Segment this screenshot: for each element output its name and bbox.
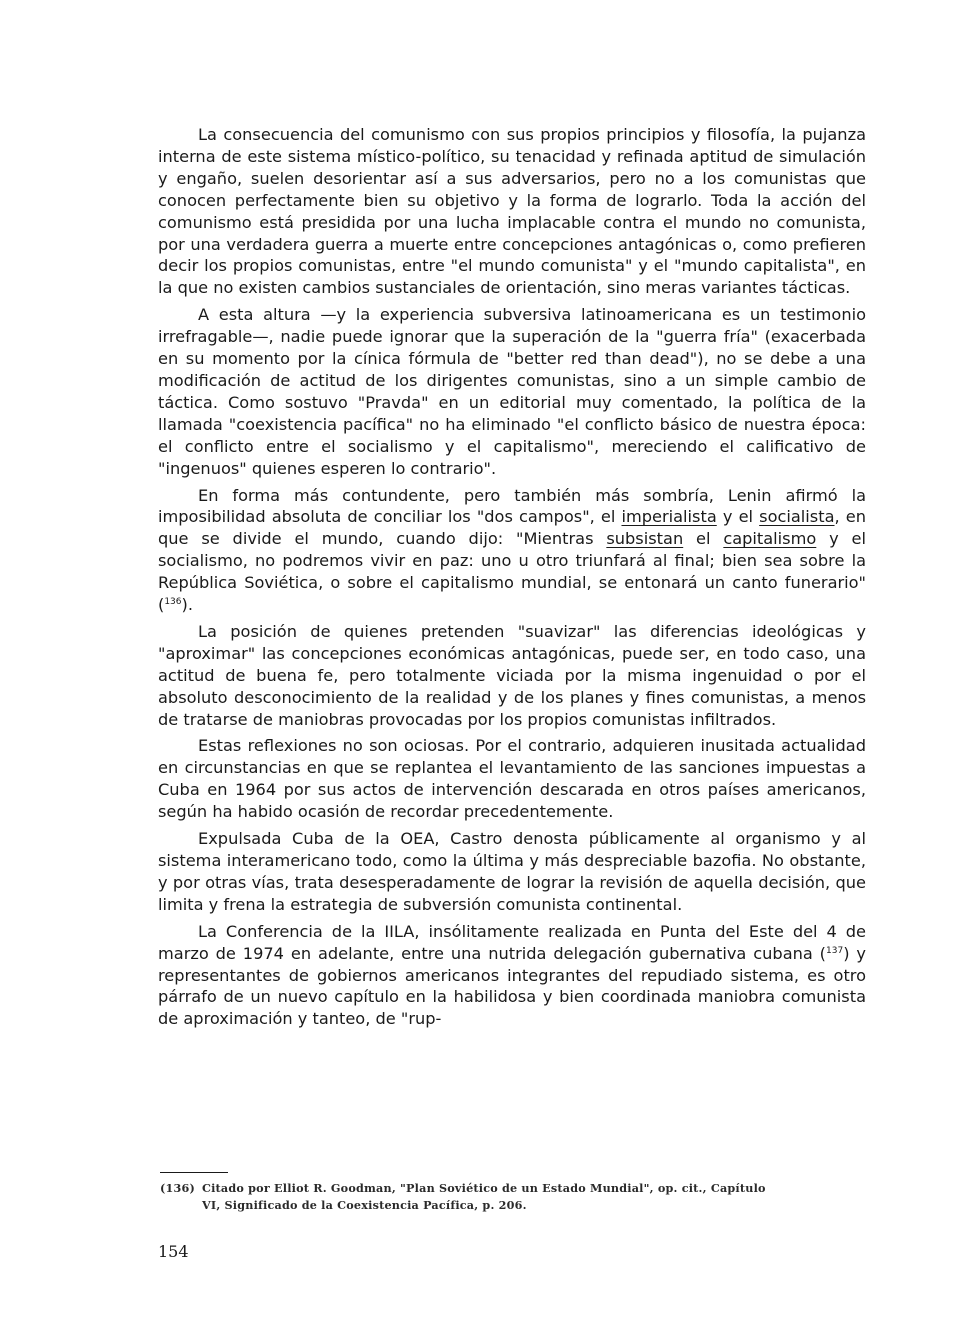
underlined-imperialista: imperialista — [621, 507, 717, 527]
lenin-text-middle-1: y el — [716, 507, 760, 527]
underlined-socialista: socialista — [759, 507, 835, 527]
iila-text-before: La Conferencia de la IILA, insólitamente realizada en Punta del Este del 4 de marzo de 1974 en adelante, entre una nutrida delegación gubernativa cubana ( — [158, 921, 866, 963]
footnote-text-1: Citado por Elliot R. Goodman, "Plan Soviético de un Estado Mundial", op. cit., Capítulo — [202, 1181, 766, 1195]
paragraph-4: La posición de quienes pretenden "suavizar" las diferencias ideológicas y "aproximar" las concepciones económicas antagónicas, puede ser, en todo caso, una actitud de buena fe, pero totalmente viciada por la misma ingenuidad o por el absoluto desconocimiento de la realidad y de los planes y fines comunistas, a menos de tratarse de maniobras provocadas por los propios comunistas infiltrados. — [158, 621, 866, 729]
main-text — [158, 124, 866, 1035]
paragraph-2: A esta altura —y la experiencia subversiva latinoamericana es un testimonio irrefragable—, nadie puede ignorar que la superación de la "guerra fría" (exacerbada en su momento por la cínica fórmula de "better red than dead"), no se debe a una modificación de actitud de los dirigentes comunistas, sino a un simple cambio de táctica. Como sostuvo "Pravda" en un editorial muy comentado, la política de la llamada "coexistencia pacífica" no ha eliminado "el conflicto básico de nuestra época: el conflicto entre el socialismo y el capitalismo", mereciendo el calificativo de "ingenuos" quienes esperen lo contrario". — [158, 305, 866, 478]
lenin-text-before: En forma más contundente, pero también más sombría, Lenin afirmó la imposibilidad absoluta de conciliar los "dos campos", el — [158, 485, 866, 527]
underlined-subsistan: subsistan — [606, 529, 684, 549]
underlined-capitalismo: capitalismo — [723, 529, 817, 549]
lenin-text-after: y el socialismo, no podremos vivir en paz: uno u otro triunfará al final; bien sea sobre la República Soviética, o sobre el capitalismo mundial, se entonará un canto funerario" ( — [158, 529, 866, 615]
lenin-text-end: ). — [181, 595, 193, 615]
footnote-line-2: VI, Significado de la Coexistencia Pacífica, p. 206. — [202, 1198, 527, 1212]
paragraph-3-lenin — [158, 485, 866, 616]
lenin-text-middle-3: el — [683, 529, 724, 549]
page-number: 154 — [158, 1242, 189, 1261]
paragraph-6: Expulsada Cuba de la OEA, Castro denosta públicamente al organismo y al sistema interamericano todo, como la última y más despreciable bazofia. No obstante, y por otras vías, trata desesperadamente de lograr la revisión de aquella decisión, que limita y frena la estrategia de subversión comunista continental. — [158, 829, 866, 914]
footnote-line-1 — [160, 1180, 866, 1197]
lenin-text-middle-2: , en que se divide el mundo, cuando dijo: "Mientras — [158, 507, 866, 549]
footnote-ref-137: 137 — [826, 945, 844, 956]
paragraph-5: Estas reflexiones no son ociosas. Por el contrario, adquieren inusitada actualidad en circunstancias en que se replantea el levantamiento de las sanciones impuestas a Cuba en 1964 por sus actos de intervención descarada en otros países americanos, según ha habido ocasión de recordar precedentemente. — [158, 736, 866, 822]
footnote-136 — [160, 1180, 866, 1214]
iila-text-after: ) y representantes de gobiernos americanos integrantes del repudiado sistema, es otro párrafo de un nuevo capítulo en la habilidosa y bien coordinada maniobra comunista de aproximación y tanteo, de "rup- — [158, 943, 866, 1029]
paragraph-1: La consecuencia del comunismo con sus propios principios y filosofía, la pujanza interna de este sistema místico-político, su tenacidad y refinada aptitud de simulación y engaño, suelen desorientar así a sus adversarios, pero no a los comunistas que conocen perfectamente bien su objetivo y la forma de lograrlo. Toda la acción del comunismo está presidida por una lucha implacable contra el mundo no comunista, por una verdadera guerra a muerte entre concepciones antagónicas o, como prefieren decir los propios comunistas, entre "el mundo comunista" y el "mundo capitalista", en la que no existen cambios sustanciales de orientación, sino meras variantes tácticas. — [158, 125, 866, 298]
footnote-ref-136: 136 — [164, 597, 182, 608]
paragraph-7-iila — [158, 921, 866, 1031]
footnote-rule — [160, 1172, 228, 1173]
footnote-number: (136) — [160, 1181, 195, 1195]
